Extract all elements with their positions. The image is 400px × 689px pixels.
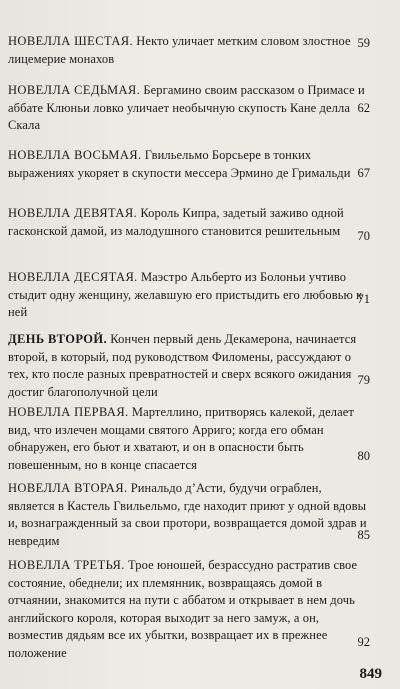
entry-text: Гвильельмо Борсьере в тонких выражениях укоряет в скупости мессера Эрмино де Гримальди [8,148,351,180]
page-number: 59 [357,36,370,50]
entry-heading: НОВЕЛЛА ДЕСЯТАЯ. [8,270,138,284]
page-number: 80 [357,449,370,463]
toc-entry-novella-10 [8,269,368,322]
toc-entry-novella-6 [8,33,368,68]
entry-heading: НОВЕЛЛА СЕДЬМАЯ. [8,83,141,97]
entry-text: Кончен первый день Декамерона, начинается второй, в который, под руководством Филомены, рассуждают о тех, кто после разных превратностей и сверх всякого ожидания достиг благополучной цели [8,332,357,399]
entry-text: Король Кипра, задетый заживо одной гасконской дамой, из малодушного становится решительным [8,206,344,238]
entry-heading: НОВЕЛЛА ДЕВЯТАЯ. [8,206,138,220]
page-number: 67 [357,166,370,180]
toc-entry-novella-3 [8,557,368,662]
toc-entry-novella-9 [8,205,368,240]
entry-heading: НОВЕЛЛА ВТОРАЯ. [8,481,128,495]
toc-entry-novella-8 [8,147,368,182]
entry-heading: НОВЕЛЛА ШЕСТАЯ. [8,34,134,48]
page-number: 85 [357,528,370,542]
entry-text: Маэстро Альберто из Болоньи учтиво стыдит одну женщину, желавшую его пристыдить его любовью к ней [8,270,363,319]
folio-page-number: 849 [359,666,382,682]
toc-entry-day-2 [8,331,368,401]
toc-entry-novella-7 [8,82,368,135]
page-number: 71 [357,292,370,306]
entry-text: Ринальдо д’Асти, будучи ограблен, является в Кастель Гвильельмо, где находит приют у одной вдовы и, вознагражденный за свои протори, возвращается домой здрав и невредим [8,481,367,548]
page-number: 70 [357,229,370,243]
entry-text: Трое юношей, безрассудно растратив свое состояние, обеднели; их племянник, возвращаясь домой в отчаянии, знакомится на пути с аббатом и открывает в нем дочь английского короля, которая выходит за него замуж, а он, возместив дядьям все их убытки, возвращает их в прежнее положение [8,558,358,660]
entry-text: Некто уличает метким словом злостное лицемерие монахов [8,34,351,66]
entry-text: Бергамино своим рассказом о Примасе и аббате Клюньи ловко уличает необычную скупость Кане делла Скала [8,83,365,132]
page-number: 92 [357,635,370,649]
page-number: 79 [357,373,370,387]
entry-heading: НОВЕЛЛА ВОСЬМАЯ. [8,148,142,162]
entry-text: Мартеллино, притворясь калекой, делает вид, что излечен мощами святого Арриго; когда его обман обнаружен, его бьют и хватают, и он в опасности быть повешенным, но в конце спасается [8,405,354,472]
entry-heading: ДЕНЬ ВТОРОЙ. [8,332,108,346]
entry-heading: НОВЕЛЛА ТРЕТЬЯ. [8,558,125,572]
toc-entry-novella-1 [8,404,368,474]
page-number: 62 [357,101,370,115]
toc-entry-novella-2 [8,480,368,550]
entry-heading: НОВЕЛЛА ПЕРВАЯ. [8,405,129,419]
